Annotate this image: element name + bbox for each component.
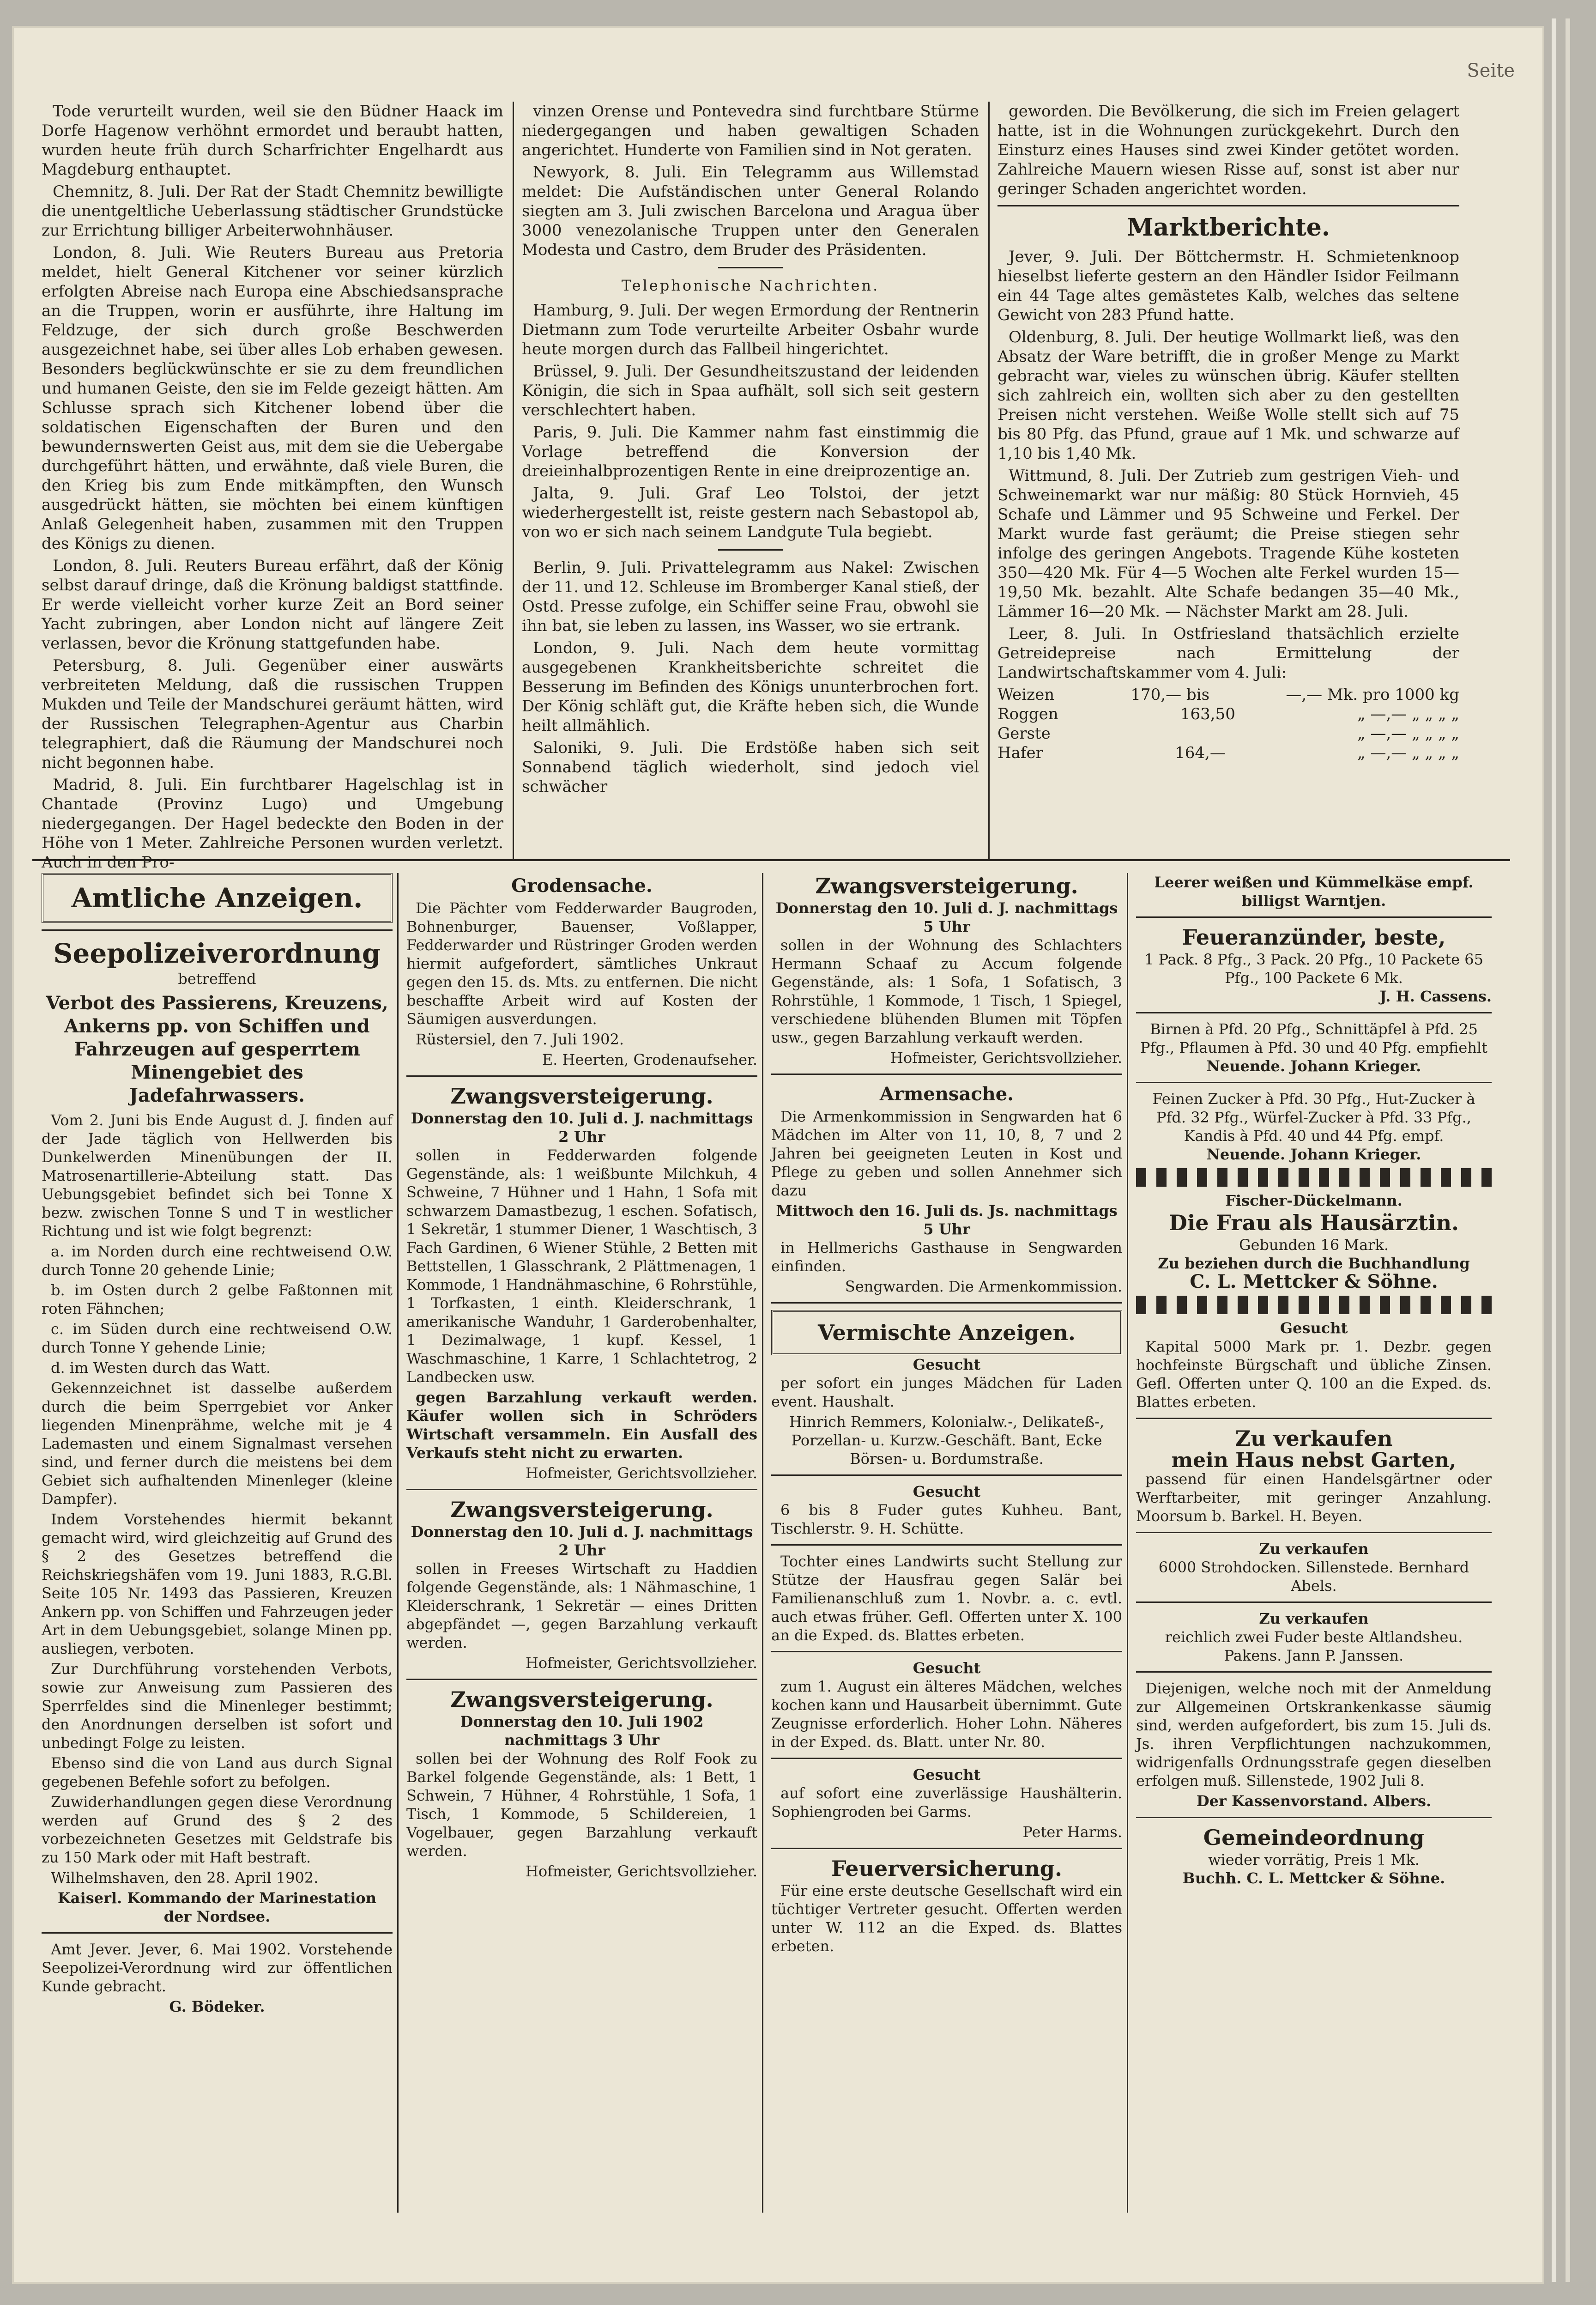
ad-text: Zu beziehen durch die Buchhandlung (1158, 1255, 1470, 1272)
ad-date: Donnerstag den 10. Juli 1902 nachmittags 3 Uhr (460, 1713, 704, 1749)
grain-price-table (998, 685, 1459, 763)
ad-signature: Buchh. C. L. Mettcker & Söhne. (1182, 1869, 1445, 1887)
ad-text: sollen bei der Wohnung des Rolf Fook zu Barkel folgende Gegenstände, als: 1 Bett, 1 Schwein, 7 Hühner, 4 Rohrstühle, 1 Sofa, 1 Tisch, 1 Kommode, 5 Schildereien, 1 Vogelbauer, gegen Barzahlung verkauft werden. (406, 1750, 757, 1860)
ad-date: Donnerstag den 10. Juli d. J. nachmittags 2 Uhr (411, 1523, 753, 1559)
news-item: Newyork, 8. Juli. Ein Telegramm aus Willemstad meldet: Die Aufständischen unter General Rolando siegten am 3. Juli zwischen Barcelona und Aragua über 3000 venezolanische Truppen unter den Generalen Modesta und Castro, dem Bruder des Präsidenten. (522, 163, 979, 259)
ad-title: Zwangsversteigerung. (450, 1084, 713, 1109)
ad-text: wieder vorrätig, Preis 1 Mk. (1208, 1851, 1420, 1868)
table-row: Hafer 164,— „ —,— „ „ „ „ (998, 744, 1459, 762)
ad-text: Kapital 5000 Mark pr. 1. Dezbr. gegen hochfeinste Bürgschaft und übliche Zinsen. Gefl. Offerten unter Q. 100 an die Exped. ds. Blattes erbeten. (1136, 1338, 1492, 1411)
market-reports-heading: Marktberichte. (1127, 213, 1330, 242)
divider (1136, 1601, 1492, 1603)
misc-notices-heading: Vermischte Anzeigen. (771, 1310, 1122, 1355)
column-rule (988, 102, 990, 859)
ad-text: a. im Norden durch eine rechtweisend O.W. durch Tonne 20 gehende Linie; (42, 1243, 393, 1279)
ad-text: Gekennzeichnet ist dasselbe außerdem durch die beim Sperrgebiet vor Anker liegenden Minenprähme, welche mit je 4 Lademasten und einem Signalmast versehen sind, und ferner durch die meistens bei dem Gebiet sich aufhaltenden Minenleger (kleine Dampfer). (42, 1379, 393, 1508)
market-item: Leer, 8. Juli. In Ostfriesland thatsächlich erzielte Getreidepreise nach Ermittelung der Landwirtschaftskammer vom 4. Juli: (998, 625, 1459, 682)
market-item: Wittmund, 8. Juli. Der Zutrieb zum gestrigen Vieh- und Schweinemarkt war nur mäßig: 80 Stück Hornvieh, 45 Schafe und Lämmer und 95 Schweine und Ferkel. Der Markt wurde fast geräumt; die Preise stiegen sehr infolge des geringen Angebots. Tragende Kühe kosteten 350—420 Mk. Für 4—5 Wochen alte Ferkel wurden 15—19,50 Mk. bezahlt. Alte Schafe bedangen 35—40 Mk., Lämmer 16—20 Mk. — Nächster Markt am 28. Juli. (998, 467, 1459, 621)
column-rule (762, 873, 763, 2213)
news-column-2 (522, 102, 979, 799)
divider (1136, 1532, 1492, 1533)
table-row: Roggen 163,50 „ —,— „ „ „ „ (998, 705, 1459, 723)
ads-column-1 (42, 873, 393, 2016)
ad-date: Wilhelmshaven, den 28. April 1902. (51, 1869, 319, 1886)
divider (1136, 1082, 1492, 1083)
ad-text: Indem Vorstehendes hiermit bekannt gemacht wird, wird gleichzeitig auf Grund des § 2 des Gesetzes betreffend die Reichskriegshäfen vom 19. Juni 1883, R.G.Bl. Seite 105 Nr. 1493 das Passieren, Kreuzen Ankern pp. von Schiffen und Fahrzeugen jeder Art in dem Uebungsgebiet, solange Minen pp. ausliegen, verboten. (42, 1510, 393, 1657)
book-author: Fischer-Dückelmann. (1225, 1192, 1403, 1209)
ad-title: Zwangsversteigerung. (815, 873, 1078, 898)
divider (1136, 1418, 1492, 1419)
ad-signature: Peter Harms. (1022, 1823, 1122, 1841)
column-rule (397, 873, 399, 2213)
ad-signature: Neuende. Johann Krieger. (1206, 1146, 1421, 1163)
ad-title: Zwangsversteigerung. (450, 1687, 713, 1712)
ads-column-4 (1136, 873, 1492, 1887)
ad-title: Gesucht (1280, 1319, 1348, 1337)
news-item: Saloniki, 9. Juli. Die Erdstöße haben sich seit Sonnabend täglich wiederholt, sind jedoch viel schwächer (522, 739, 979, 796)
ad-signature: G. Bödeker. (169, 1998, 265, 2015)
ad-text: c. im Süden durch eine rechtweisend O.W. durch Tonne Y gehende Linie; (42, 1320, 393, 1356)
ad-title: Gesucht (913, 1356, 981, 1373)
divider (406, 1075, 757, 1077)
ad-title: Zu verkaufen (1259, 1540, 1369, 1558)
ad-title: Gesucht (913, 1659, 981, 1677)
ad-text: Amt Jever. Jever, 6. Mai 1902. Vorstehende Seepolizei-Verordnung wird zur öffentlichen Kunde gebracht. (42, 1941, 393, 1995)
market-item: Jever, 9. Juli. Der Böttchermstr. H. Schmietenknoop hieselbst lieferte gestern an den Händler Isidor Feilmann ein 44 Tage altes gemästetes Kalb, welches das seltene Gewicht von 283 Pfund hatte. (998, 248, 1459, 324)
divider (1136, 1671, 1492, 1673)
ads-column-2 (406, 873, 757, 1880)
divider (771, 1758, 1122, 1759)
divider (998, 205, 1459, 206)
news-item: Tode verurteilt wurden, weil sie den Büdner Haack im Dorfe Hagenow verhöhnt ermordet und beraubt hatten, wurden heute früh durch Scharfrichter Engelhardt aus Magdeburg enthauptet. (42, 102, 503, 179)
divider (771, 1302, 1122, 1304)
official-notices-heading: Amtliche Anzeigen. (42, 873, 393, 923)
divider (771, 1848, 1122, 1849)
ad-title: Gesucht (913, 1483, 981, 1500)
news-item: Jalta, 9. Juli. Graf Leo Tolstoi, der jetzt wiederhergestellt ist, reiste gestern nach Sebastopol ab, von wo er sich nach seinem Landgute Tula begiebt. (522, 484, 979, 541)
news-item: Brüssel, 9. Juli. Der Gesundheitszustand der leidenden Königin, die sich in Spaa aufhält, soll sich seit gestern verschlechtert haben. (522, 362, 979, 419)
ad-title: Feueranzünder, beste, (1182, 925, 1446, 950)
news-item: Berlin, 9. Juli. Privattelegramm aus Nakel: Zwischen der 11. und 12. Schleuse im Bromberger Kanal stieß, der Ostd. Presse zufolge, ein Schiffer seine Frau, obwohl sie ihn bat, sie leben zu lassen, ins Wasser, wo sie ertrank. (522, 558, 979, 635)
divider (718, 549, 783, 551)
divider (42, 929, 393, 931)
ad-signature: Kaiserl. Kommando der Marinestation der Nordsee. (57, 1889, 376, 1925)
news-column-3 (998, 102, 1459, 763)
market-item: Oldenburg, 8. Juli. Der heutige Wollmarkt ließ, was den Absatz der Ware betrifft, die in großer Menge zu Markt gebracht war, vieles zu wünschen übrig. Käufer stellten sich zahlreich ein, wollten sich aber zu den gestellten Preisen nicht verstehen. Weiße Wolle stellt sich auf 75 bis 80 Pfg. das Pfund, graue auf 1 Mk. und schwarze auf 1,10 bis 1,40 Mk. (998, 328, 1459, 463)
divider (42, 1932, 393, 1934)
ad-text: d. im Westen durch das Watt. (51, 1359, 271, 1377)
news-item: Chemnitz, 8. Juli. Der Rat der Stadt Chemnitz bewilligte die unentgeltliche Ueberlassung städtischer Grundstücke zur Errichtung billiger Arbeiterwohnhäuser. (42, 182, 503, 240)
news-item: London, 8. Juli. Reuters Bureau erfährt, daß der König selbst darauf dringe, daß die Krönung baldigst stattfinde. Er werde vielleicht vorher kurze Zeit an Bord seiner Yacht zubringen, aber London nicht auf längere Zeit verlassen, bevor die Krönung stattgefunden habe. (42, 557, 503, 653)
ad-text: reichlich zwei Fuder beste Altlandsheu. Pakens. Jann P. Janssen. (1165, 1628, 1463, 1664)
ad-text: per sofort ein junges Mädchen für Laden event. Haushalt. (771, 1374, 1122, 1410)
page-edge-right (1552, 18, 1556, 2282)
ad-text: Tochter eines Landwirts sucht Stellung zur Stütze der Hausfrau gegen Salär bei Familienanschluß zum 1. Novbr. a. c. evtl. auch etwas früher. Gefl. Offerten unter X. 100 an die Exped. ds. Blattes erbeten. (771, 1553, 1122, 1644)
ad-text: 1 Pack. 8 Pfg., 3 Pack. 20 Pfg., 10 Packete 65 Pfg., 100 Packete 6 Mk. (1144, 951, 1483, 987)
ad-text: Ebenso sind die von Land aus durch Signal gegebenen Befehle sofort zu befolgen. (42, 1754, 393, 1790)
book-title: Die Frau als Hausärztin. (1168, 1210, 1459, 1235)
divider (771, 1074, 1122, 1075)
section-subheading: Telephonische Nachrichten. (621, 277, 880, 294)
ad-signature: Der Kassenvorstand. Albers. (1196, 1792, 1432, 1810)
ornamental-border (1136, 1296, 1492, 1314)
ad-date: Donnerstag den 10. Juli d. J. nachmittags 2 Uhr (411, 1110, 753, 1146)
ad-text: passend für einen Handelsgärtner oder Werftarbeiter, mit geringer Anzahlung. Moorsum b. Barkel. H. Beyen. (1136, 1470, 1492, 1525)
ad-text: sollen in der Wohnung des Schlachters Hermann Schaaf zu Accum folgende Gegenstände, als: 1 Sofa, 1 Sofatisch, 3 Rohrstühle, 1 Kommode, 1 Tisch, 1 Spiegel, verschiedene blühenden Blumen mit Töpfen usw., gegen Barzahlung verkauft werden. (771, 936, 1122, 1046)
ad-signature: C. L. Mettcker & Söhne. (1190, 1271, 1438, 1292)
divider (1136, 1012, 1492, 1013)
ad-text: sollen in Fedderwarden folgende Gegenstände, als: 1 weißbunte Milchkuh, 4 Schweine, 7 Hühner und 1 Hahn, 1 Sofa mit schwarzem Damastbezug, 1 eschen. Sofatisch, 1 Sekretär, 1 stummer Diener, 1 Waschtisch, 3 Fach Gardinen, 6 Wiener Stühle, 2 Betten mit Bettstellen, 1 Glasschrank, 2 Plättmenagen, 1 Kommode, 1 Handnähmaschine, 6 Rohrstühle, 1 Torfkasten, 1 einth. Kleiderschrank, 1 amerikanische Wanduhr, 1 Garderobenhalter, 1 Dezimalwage, 1 kupf. Kessel, 1 Waschmaschine, 1 Karre, 1 Schlachtetrog, 2 Landbecken usw. (406, 1146, 757, 1386)
news-item: geworden. Die Bevölkerung, die sich im Freien gelagert hatte, ist in die Wohnungen zurückgekehrt. Durch den Einsturz eines Hauses sind zwei Kinder getötet worden. Zahlreiche Mauern wiesen Risse auf, sonst ist aber nur geringer Schaden angerichtet worden. (998, 102, 1459, 198)
news-item: Madrid, 8. Juli. Ein furchtbarer Hagelschlag ist in Chantade (Provinz Lugo) und Umgebung niedergegangen. Der Hagel bedeckte den Boden in der Höhe von 1 Meter. Zahlreiche Personen wurden verletzt. Auch in den Pro- (42, 776, 503, 872)
ad-subtitle: Verbot des Passierens, Kreuzens, Ankerns pp. von Schiffen und Fahrzeugen auf gesperrtem Minengebiet des Jadefahrwassers. (46, 992, 388, 1106)
newspaper-page (14, 28, 1542, 2282)
ad-signature: Neuende. Johann Krieger. (1206, 1057, 1421, 1075)
divider (718, 267, 783, 268)
ad-title: Armensache. (879, 1083, 1014, 1105)
ad-text: betreffend (178, 970, 256, 988)
ad-text: mein Haus nebst Garten, (1171, 1449, 1457, 1472)
book-price: Gebunden 16 Mark. (1239, 1236, 1389, 1254)
table-row: Gerste „ —,— „ „ „ „ (998, 724, 1459, 743)
ad-title: Gesucht (913, 1766, 981, 1783)
ad-text: Zuwiderhandlungen gegen diese Verordnung werden auf Grund des § 2 des vorbezeichneten Gesetzes mit Geldstrafe bis zu 150 Mark oder mit Haft bestraft. (42, 1793, 393, 1866)
ad-text: Diejenigen, welche noch mit der Anmeldung zur Allgemeinen Ortskrankenkasse säumig sind, werden aufgefordert, bis zum 15. Juli ds. Js. ihren Verpflichtungen nachzukommen, widrigenfalls Ordnungsstrafe gegen dieselben erfolgen muß. Sillenstede, 1902 Juli 8. (1136, 1680, 1492, 1789)
divider (771, 1474, 1122, 1476)
news-item: Hamburg, 9. Juli. Der wegen Ermordung der Rentnerin Dietmann zum Tode verurteilte Arbeiter Osbahr wurde heute morgen durch das Fallbeil hingerichtet. (522, 301, 979, 358)
ad-text: b. im Osten durch 2 gelbe Faßtonnen mit roten Fähnchen; (42, 1281, 393, 1317)
table-row: Weizen 170,— bis —,— Mk. pro 1000 kg (998, 685, 1459, 704)
ad-title: Zu verkaufen (1235, 1426, 1393, 1451)
ad-text: Die Pächter vom Fedderwarder Baugroden, Bohnenburger, Bauenser, Voßlapper, Fedderwarder und Rüstringer Groden werden hiermit aufgefordert, sämtliches Unkraut gegen den 15. ds. Mts. zu entfernen. Die nicht beschaffte Arbeit wird auf Kosten der Säumigen ausverdungen. (406, 899, 757, 1028)
ad-text: 6 bis 8 Fuder gutes Kuhheu. Bant, Tischlerstr. 9. H. Schütte. (771, 1501, 1122, 1537)
ad-title: Gemeindeordnung (1203, 1825, 1425, 1850)
news-item: vinzen Orense und Pontevedra sind furchtbare Stürme niedergegangen und haben gewaltigen Schaden angerichtet. Hunderte von Familien sind in Not geraten. (522, 102, 979, 159)
ad-text: gegen Barzahlung verkauft werden. Käufer wollen sich in Schröders Wirtschaft versammeln. Ein Ausfall des Verkaufs steht nicht zu erwarten. (406, 1389, 757, 1462)
ad-title: Zu verkaufen (1259, 1610, 1369, 1627)
ad-text: Leerer weißen und Kümmelkäse empf. billigst Warntjen. (1154, 873, 1474, 910)
ad-text: Birnen à Pfd. 20 Pfg., Schnittäpfel à Pfd. 25 Pfg., Pflaumen à Pfd. 30 und 40 Pfg. empfiehlt (1140, 1020, 1488, 1056)
ad-date: Donnerstag den 10. Juli d. J. nachmittags 5 Uhr (775, 899, 1118, 935)
ad-text: Feinen Zucker à Pfd. 30 Pfg., Hut-Zucker à Pfd. 32 Pfg., Würfel-Zucker à Pfd. 33 Pfg., Kandis à Pfd. 40 und 44 Pfg. empf. (1152, 1090, 1475, 1145)
divider (771, 1651, 1122, 1652)
ad-text: sollen in Freeses Wirtschaft zu Haddien folgende Gegenstände, als: 1 Nähmaschine, 1 Kleiderschrank, 1 Sekretär — eines Dritten abgepfändet —, gegen Barzahlung verkauft werden. (406, 1560, 757, 1651)
ad-date: Rüstersiel, den 7. Juli 1902. (416, 1031, 624, 1048)
ad-title: Feuerversicherung. (831, 1856, 1062, 1881)
page-header: Seite (1467, 60, 1515, 81)
news-item: London, 8. Juli. Wie Reuters Bureau aus Pretoria meldet, hielt General Kitchener vor seiner kürzlich erfolgten Abreise nach Europa eine Abschiedsansprache an die Truppen, worin er ausführte, ihre Haltung im Feldzuge, der sich durch große Beschwerden ausgezeichnet habe, sei über alles Lob erhaben gewesen. Besonders beglückwünschte er sie zu dem freundlichen und humanen Geiste, den sie im Felde gezeigt hätten. Am Schlusse sprach sich Kitchener lobend über die soldatischen Eigenschaften der Buren und den bewundernswerten Geist aus, mit dem sie die Uebergabe durchgeführt hätten, und erwähnte, daß viele Buren, die den Krieg bis zum Ende mitkämpften, den Wunsch ausgedrückt hätten, sie möchten bei einem künftigen Anlaß Gelegenheit haben, zusammen mit den Truppen des Königs zu dienen. (42, 243, 503, 553)
divider (406, 1489, 757, 1490)
news-column-1 (42, 102, 503, 875)
divider (406, 1679, 757, 1680)
ad-signature: Hofmeister, Gerichtsvollzieher. (890, 1049, 1122, 1067)
ad-text: 6000 Strohdocken. Sillenstede. Bernhard Abels. (1158, 1559, 1469, 1595)
ad-text: auf sofort eine zuverlässige Haushälterin. Sophiengroden bei Garms. (771, 1784, 1122, 1820)
divider (1136, 916, 1492, 918)
ad-signature: Hinrich Remmers, Kolonialw.-, Delikateß-, Porzellan- u. Kurzw.-Geschäft. Bant, Ecke Börsen- u. Bordumstraße. (789, 1413, 1105, 1468)
ad-text: Vom 2. Juni bis Ende August d. J. finden auf der Jade täglich von Hellwerden bis Dunkelwerden Minenübungen der II. Matrosenartillerie-Abteilung statt. Das Uebungsgebiet befindet sich bei Tonne X bezw. zwischen Tonne S und T in westlicher Richtung und ist wie folgt begrenzt: (42, 1111, 393, 1240)
news-item: Petersburg, 8. Juli. Gegenüber einer auswärts verbreiteten Meldung, daß die russischen Truppen Mukden und Teile der Mandschurei geräumt hätten, wird der Russischen Telegraphen-Agentur aus Charbin telegraphiert, daß die Räumung der Mandschurei noch nicht begonnen habe. (42, 656, 503, 772)
ornamental-border (1136, 1168, 1492, 1187)
ad-title: Seepolizeiverordnung (53, 938, 381, 969)
ad-date: Mittwoch den 16. Juli ds. Js. nachmittags 5 Uhr (776, 1202, 1118, 1238)
ad-signature: Hofmeister, Gerichtsvollzieher. (525, 1862, 757, 1880)
divider (771, 1544, 1122, 1546)
page-edge-right-2 (1566, 18, 1570, 2282)
ad-title: Grodensache. (511, 875, 653, 897)
ad-signature: Hofmeister, Gerichtsvollzieher. (525, 1464, 757, 1482)
news-item: Paris, 9. Juli. Die Kammer nahm fast einstimmig die Vorlage betreffend die Konversion der dreieinhalbprozentigen Rente in eine dreiprozentige an. (522, 423, 979, 480)
column-rule (513, 102, 514, 859)
ads-column-3 (771, 873, 1122, 1957)
ad-signature: Sengwarden. Die Armenkommission. (845, 1278, 1122, 1295)
ad-text: zum 1. August ein älteres Mädchen, welches kochen kann und Hausarbeit übernimmt. Gute Zeugnisse erforderlich. Hoher Lohn. Näheres in der Exped. ds. Blatt. unter Nr. 80. (771, 1678, 1122, 1751)
column-rule (1127, 873, 1128, 2213)
divider (1136, 1817, 1492, 1818)
news-item: London, 9. Juli. Nach dem heute vormittag ausgegebenen Krankheitsberichte schreitet die Besserung im Befinden des Königs ununterbrochen fort. Der König schläft gut, die Kräfte heben sich, die Wunde heilt allmählich. (522, 639, 979, 735)
ad-signature: E. Heerten, Grodenaufseher. (542, 1051, 757, 1068)
ad-text: Für eine erste deutsche Gesellschaft wird ein tüchtiger Vertreter gesucht. Offerten werden unter W. 112 an die Exped. ds. Blattes erbeten. (771, 1882, 1122, 1955)
ad-text: Zur Durchführung vorstehenden Verbots, sowie zur Anweisung zum Passieren des Sperrfeldes sind die Minenleger bestimmt; den Anordnungen derselben ist sofort und unbedingt Folge zu leisten. (42, 1660, 393, 1752)
ad-title: Zwangsversteigerung. (450, 1497, 713, 1522)
ad-text: in Hellmerichs Gasthause in Sengwarden einfinden. (771, 1239, 1122, 1275)
ad-signature: Hofmeister, Gerichtsvollzieher. (525, 1654, 757, 1672)
ad-text: Die Armenkommission in Sengwarden hat 6 Mädchen im Alter von 11, 10, 8, 7 und 2 Jahren bei geeigneten Leuten in Kost und Pflege zu geben und sollen Annehmer sich dazu (771, 1108, 1122, 1199)
ad-signature: J. H. Cassens. (1379, 988, 1492, 1005)
